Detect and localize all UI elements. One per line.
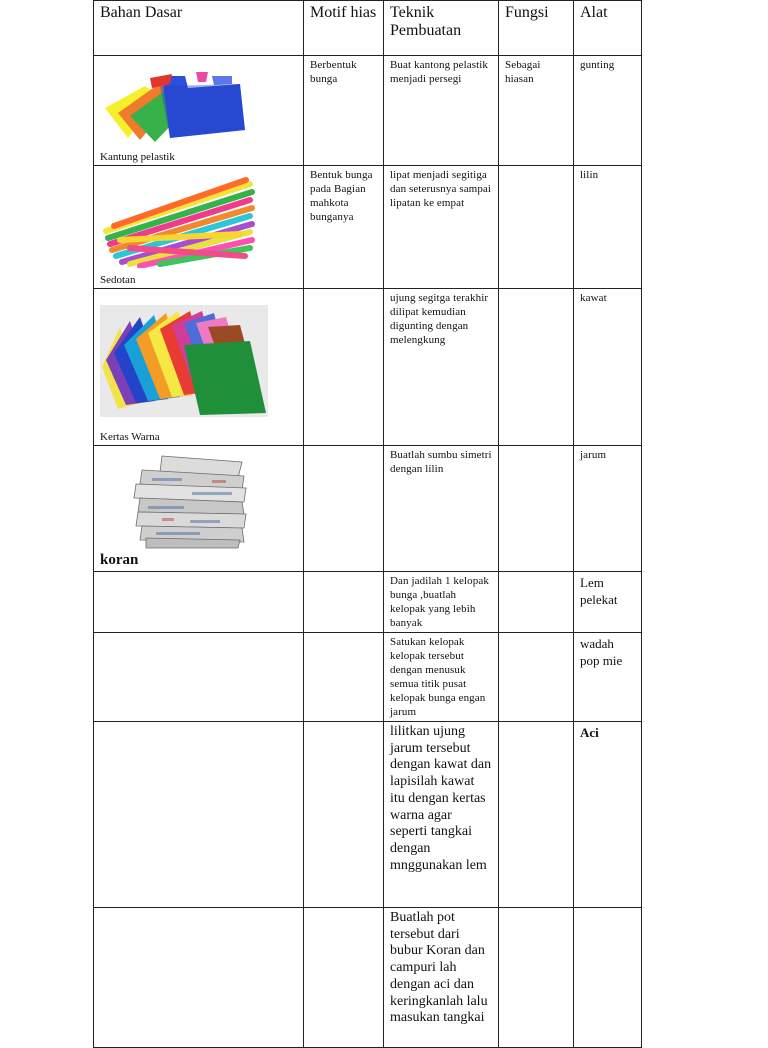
teknik-cell: Dan jadilah 1 kelopak bunga ,buatlah kelopak yang lebih banyak bbox=[384, 572, 499, 633]
teknik-cell: lilitkan ujung jarum tersebut dengan kawat dan lapisilah kawat itu dengan kertas warna agar seperti tangkai dengan mnggunakan lem bbox=[384, 722, 499, 908]
alat-cell: Lem pelekat bbox=[574, 572, 642, 633]
alat-cell: lilin bbox=[574, 166, 642, 289]
motif-cell bbox=[304, 289, 384, 446]
header-motif-hias: Motif hias bbox=[304, 1, 384, 56]
bahan-label: Sedotan bbox=[100, 274, 136, 286]
fungsi-cell bbox=[499, 633, 574, 722]
newspaper-stack-image bbox=[132, 452, 250, 550]
table-row bbox=[94, 166, 642, 289]
motif-cell bbox=[304, 633, 384, 722]
fungsi-cell bbox=[499, 722, 574, 908]
header-alat: Alat bbox=[574, 1, 642, 56]
table-row bbox=[94, 908, 642, 1048]
motif-cell bbox=[304, 572, 384, 633]
table-row bbox=[94, 633, 642, 722]
fungsi-cell bbox=[499, 166, 574, 289]
bahan-cell bbox=[94, 56, 304, 166]
bahan-label: koran bbox=[100, 552, 139, 568]
motif-cell: Bentuk bunga pada Bagian mahkota bunganya bbox=[304, 166, 384, 289]
table-row bbox=[94, 446, 642, 572]
fungsi-cell: Sebagai hiasan bbox=[499, 56, 574, 166]
alat-cell: gunting bbox=[574, 56, 642, 166]
alat-cell: jarum bbox=[574, 446, 642, 572]
teknik-cell: Satukan kelopak kelopak tersebut dengan menusuk semua titik pusat kelopak bunga engan jarum bbox=[384, 633, 499, 722]
table-row bbox=[94, 56, 642, 166]
fungsi-cell bbox=[499, 289, 574, 446]
fungsi-cell bbox=[499, 446, 574, 572]
bahan-cell bbox=[94, 908, 304, 1048]
fungsi-cell bbox=[499, 908, 574, 1048]
table-row bbox=[94, 722, 642, 908]
materials-table bbox=[93, 0, 642, 1048]
motif-cell: Berbentuk bunga bbox=[304, 56, 384, 166]
header-fungsi: Fungsi bbox=[499, 1, 574, 56]
table-row bbox=[94, 572, 642, 633]
colored-paper-image bbox=[100, 305, 268, 417]
fungsi-cell bbox=[499, 572, 574, 633]
bahan-label: Kantung pelastik bbox=[100, 151, 175, 163]
straws-image bbox=[100, 176, 258, 268]
bahan-cell bbox=[94, 166, 304, 289]
bahan-cell bbox=[94, 572, 304, 633]
bahan-label: Kertas Warna bbox=[100, 431, 160, 443]
table-row bbox=[94, 289, 642, 446]
header-teknik-pembuatan: Teknik Pembuatan bbox=[384, 1, 499, 56]
bahan-cell bbox=[94, 633, 304, 722]
alat-cell bbox=[574, 908, 642, 1048]
motif-cell bbox=[304, 722, 384, 908]
alat-cell: Aci bbox=[574, 722, 642, 908]
teknik-cell: Buat kantong pelastik menjadi persegi bbox=[384, 56, 499, 166]
header-row bbox=[94, 1, 642, 56]
bahan-cell bbox=[94, 446, 304, 572]
teknik-cell: lipat menjadi segitiga dan seterusnya sampai lipatan ke empat bbox=[384, 166, 499, 289]
plastic-bags-image bbox=[100, 68, 250, 143]
bahan-cell bbox=[94, 722, 304, 908]
bahan-cell bbox=[94, 289, 304, 446]
teknik-cell: Buatlah sumbu simetri dengan lilin bbox=[384, 446, 499, 572]
motif-cell bbox=[304, 446, 384, 572]
teknik-cell: Buatlah pot tersebut dari bubur Koran dan campuri lah dengan aci dan keringkanlah lalu masukan tangkai bbox=[384, 908, 499, 1048]
alat-cell: wadah pop mie bbox=[574, 633, 642, 722]
motif-cell bbox=[304, 908, 384, 1048]
header-bahan-dasar: Bahan Dasar bbox=[94, 1, 304, 56]
alat-cell: kawat bbox=[574, 289, 642, 446]
teknik-cell: ujung segitga terakhir dilipat kemudian digunting dengan melengkung bbox=[384, 289, 499, 446]
